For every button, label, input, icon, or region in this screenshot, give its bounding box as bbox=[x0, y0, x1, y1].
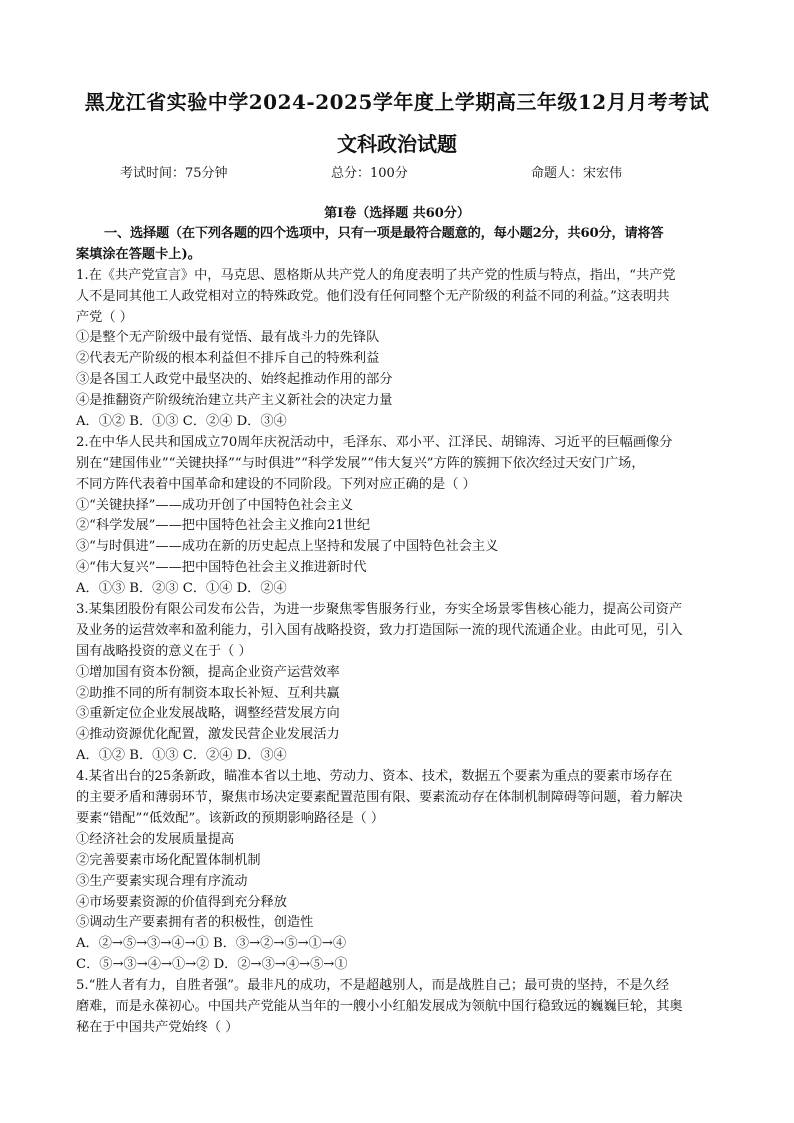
q2-stem-line: 不同方阵代表着中国革命和建设的不同阶段。下列对应正确的是（ ） bbox=[76, 476, 476, 492]
q1-stem-line: 产党（ ） bbox=[76, 309, 133, 325]
q3-option: ①增加国有资本份额，提高企业资产运营效率 bbox=[76, 664, 340, 680]
q2-stem-line: 2.在中华人民共和国成立70周年庆祝活动中，毛泽东、邓小平、江泽民、胡锦涛、习近平的巨幅画像分 bbox=[76, 434, 673, 450]
question-author: 命题人：宋宏伟 bbox=[531, 166, 623, 181]
q4-option: ⑤调动生产要素拥有者的积极性，创造性 bbox=[76, 915, 314, 931]
q2-stem-line: 别在“建国伟业”“关键抉择”“与时俱进”“科学发展”“伟大复兴”方阵的簇拥下依次经过天安门广场， bbox=[76, 455, 645, 471]
total-score: 总分：100分 bbox=[331, 166, 408, 181]
q2-choices: A．①③ B．②③ C．①④ D．②④ bbox=[76, 581, 287, 597]
q4-choices: C．⑤→③→④→①→② D．②→③→④→⑤→① bbox=[76, 957, 348, 973]
q2-option: ④“伟大复兴”——把中国特色社会主义推进新时代 bbox=[76, 560, 367, 576]
exam-time: 考试时间：75分钟 bbox=[120, 166, 228, 181]
question-body bbox=[76, 224, 720, 1039]
q4-option: ③生产要素实现合理有序流动 bbox=[76, 873, 248, 889]
q5-stem-line: 5.“胜人者有力，自胜者强”。最非凡的成功，不是超越别人，而是战胜自己；最可贵的坚持，不是久经 bbox=[76, 978, 670, 994]
q1-choices: A．①② B．①③ C．②④ D．③④ bbox=[76, 414, 287, 430]
q1-stem-line: 1.在《共产党宣言》中，马克思、恩格斯从共产党人的角度表明了共产党的性质与特点，指出，“共产党 bbox=[76, 267, 676, 283]
q1-option: ③是各国工人政党中最坚决的、始终起推动作用的部分 bbox=[76, 372, 393, 388]
q3-stem-line: 3.某集团股份有限公司发布公告，为进一步聚焦零售服务行业，夯实全场景零售核心能力，提高公司资产 bbox=[76, 602, 683, 618]
q2-option: ①“关键抉择”——成功开创了中国特色社会主义 bbox=[76, 497, 354, 513]
q1-option: ②代表无产阶级的根本利益但不排斥自己的特殊利益 bbox=[76, 351, 380, 367]
q2-option: ③“与时俱进”——成功在新的历史起点上坚持和发展了中国特色社会主义 bbox=[76, 539, 499, 555]
q4-option: ②完善要素市场化配置体制机制 bbox=[76, 852, 261, 868]
exam-title: 黑龙江省实验中学2024-2025学年度上学期高三年级12月月考考试 bbox=[84, 90, 710, 114]
q3-stem-line: 及业务的运营效率和盈利能力，引入国有战略投资，致力打造国际一流的现代流通企业。由此可见，引入 bbox=[76, 622, 683, 638]
q1-option: ①是整个无产阶级中最有觉悟、最有战斗力的先锋队 bbox=[76, 330, 380, 346]
q5-stem-line: 磨难，而是永葆初心。中国共产党能从当年的一艘小小红船发展成为领航中国行稳致远的巍巍巨轮，其奥 bbox=[76, 998, 683, 1014]
q3-option: ③重新定位企业发展战略，调整经营发展方向 bbox=[76, 706, 340, 722]
q1-stem-line: 人不是同其他工人政党相对立的特殊政党。他们没有任何同整个无产阶级的利益不同的利益。”这表明共 bbox=[76, 288, 670, 304]
q4-stem-line: 4.某省出台的25条新政，瞄准本省以土地、劳动力、资本、技术，数据五个要素为重点的要素市场存在 bbox=[76, 769, 673, 785]
q4-stem-line: 要素“错配”“低效配”。该新政的预期影响路径是（ ） bbox=[76, 810, 385, 826]
q1-option: ④是推翻资产阶级统治建立共产主义新社会的决定力量 bbox=[76, 393, 393, 409]
section-heading: 第Ⅰ卷（选择题 共60分） bbox=[324, 206, 470, 221]
q3-option: ④推动资源优化配置，激发民营企业发展活力 bbox=[76, 727, 340, 743]
q3-choices: A．①② B．①③ C．②④ D．③④ bbox=[76, 748, 287, 764]
section-instruction-cont: 案填涂在答题卡上)。 bbox=[76, 246, 201, 262]
exam-subtitle: 文科政治试题 bbox=[337, 132, 457, 156]
q3-stem-line: 国有战略投资的意义在于（ ） bbox=[76, 643, 252, 659]
q2-option: ②“科学发展”——把中国特色社会主义推向21世纪 bbox=[76, 518, 371, 534]
q4-option: ①经济社会的发展质量提高 bbox=[76, 831, 235, 847]
q4-option: ④市场要素资源的价值得到充分释放 bbox=[76, 894, 287, 910]
section-instruction: 一、选择题（在下列各题的四个选项中，只有一项是最符合题意的，每小题2分，共60分，请将答 bbox=[104, 226, 664, 241]
q4-choices: A．②→⑤→③→④→① B．③→②→⑤→①→④ bbox=[76, 936, 347, 952]
q3-option: ②助推不同的所有制资本取长补短、互利共赢 bbox=[76, 685, 340, 701]
q4-stem-line: 的主要矛盾和薄弱环节，聚焦市场决定要素配置范围有限、要素流动存在体制机制障碍等问题，着力解决 bbox=[76, 790, 683, 806]
q5-stem-line: 秘在于中国共产党始终（ ） bbox=[76, 1019, 239, 1035]
